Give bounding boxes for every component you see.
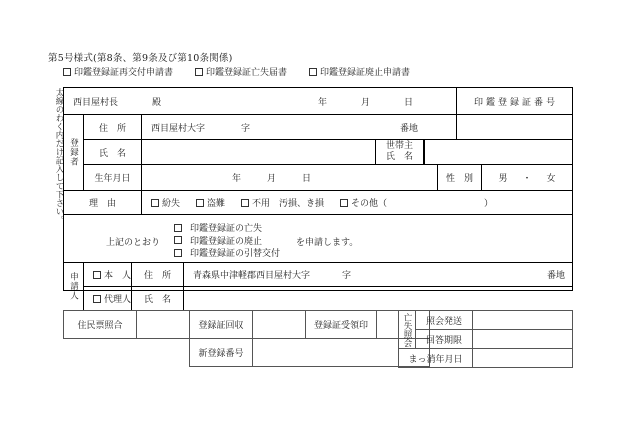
registrant-address-aza: 字	[241, 123, 251, 134]
registrant-address-prefix: 西目屋村大字	[151, 123, 206, 134]
registrant-address-input[interactable]	[142, 114, 456, 139]
checkbox-icon[interactable]	[93, 295, 101, 303]
applicant-name-label-cell	[132, 286, 184, 310]
statement-tail: を申請します。	[296, 238, 359, 249]
statement-option-label: 印鑑登録証の廃止	[190, 236, 263, 247]
applicant-role-proxy[interactable]	[84, 286, 132, 310]
reason-option-label: 盗難	[207, 199, 226, 209]
birthdate-input[interactable]	[142, 164, 438, 190]
registrant-name-label-cell	[84, 139, 142, 164]
cert-number-label: 印鑑登録証番号	[473, 97, 558, 108]
statement-options	[174, 223, 280, 261]
form-title: 第5号様式(第8条、第9条及び第10条関係)	[48, 53, 233, 64]
applicant-name-input[interactable]	[184, 286, 572, 310]
reason-option-damaged[interactable]	[241, 196, 324, 209]
form-type-option-reissue[interactable]	[63, 68, 173, 78]
birth-month-label: 月	[267, 174, 277, 184]
cert-number-label-cell	[456, 88, 572, 114]
loss-inquiry-group-label: 亡失照会	[402, 312, 412, 347]
statement-option-label: 印鑑登録証の亡失	[190, 224, 263, 234]
applicant-name-label: 氏 名	[143, 295, 171, 305]
gender-label-cell	[438, 164, 482, 190]
applicant-address-aza: 字	[342, 271, 352, 281]
checkbox-icon[interactable]	[340, 199, 348, 207]
office-juminhyo-value[interactable]	[136, 310, 190, 339]
checkbox-icon[interactable]	[174, 224, 182, 232]
reason-other-close-paren: ）	[484, 199, 494, 209]
cancel-date-label: まっ消年月日	[398, 348, 473, 368]
reason-options-cell	[142, 190, 572, 214]
gender-label: 性 別	[445, 174, 473, 184]
reason-option-lost[interactable]	[151, 196, 180, 209]
registrant-address-label: 住 所	[98, 123, 126, 134]
applicant-address-label-cell	[132, 262, 184, 286]
applicant-section-label-cell	[64, 262, 84, 310]
checkbox-icon[interactable]	[63, 68, 71, 76]
birthdate-label-cell	[84, 164, 142, 190]
householder-name-input[interactable]	[424, 139, 572, 164]
form-type-options	[63, 65, 432, 78]
date-day-label: 日	[404, 97, 414, 108]
office-use-left-table	[63, 310, 383, 368]
applicant-section-label: 申請人	[68, 272, 79, 301]
registrant-address-banchi: 番地	[400, 123, 419, 134]
margin-instruction-note: 太線のわく内だけ記入して下さい。	[54, 88, 64, 224]
reason-label: 理 由	[88, 199, 116, 209]
inquiry-sent-value[interactable]	[472, 310, 573, 330]
checkbox-icon[interactable]	[174, 249, 182, 257]
gender-separator: ・	[522, 174, 532, 184]
reply-deadline-label: 回答期限	[415, 329, 473, 349]
applicant-address-label: 住 所	[143, 271, 171, 281]
office-cert-receipt-label: 登録証受領印	[305, 310, 377, 339]
gender-option-male[interactable]: 男	[498, 174, 508, 184]
office-cert-collect-value[interactable]	[252, 310, 306, 339]
registrant-section-label-cell	[64, 114, 84, 190]
main-form-table	[63, 87, 573, 305]
checkbox-icon[interactable]	[241, 199, 249, 207]
statement-lead: 上記のとおり	[106, 238, 161, 249]
householder-name-label-cell	[376, 139, 424, 164]
birth-day-label: 日	[302, 174, 312, 184]
birth-year-label: 年	[232, 174, 242, 184]
date-month-label: 月	[361, 97, 371, 108]
statement-option-loss[interactable]	[174, 223, 280, 236]
registrant-name-label: 氏 名	[98, 148, 126, 159]
date-field[interactable]	[304, 88, 456, 114]
checkbox-icon[interactable]	[93, 271, 101, 279]
office-juminhyo-label: 住民票照合	[63, 310, 137, 339]
reason-label-cell	[64, 190, 142, 214]
applicant-role-proxy-label: 代理人	[104, 295, 132, 305]
reason-option-label: その他（	[351, 199, 388, 209]
registrant-address-label-cell	[84, 114, 142, 139]
registrant-name-input[interactable]	[142, 139, 376, 164]
form-type-label: 印鑑登録証廃止申請書	[320, 68, 411, 78]
applicant-role-self-label: 本 人	[104, 271, 132, 281]
householder-label-line2: 氏 名	[385, 152, 413, 162]
addressee-name: 西目屋村長	[73, 97, 119, 108]
checkbox-icon[interactable]	[151, 199, 159, 207]
cancel-date-value[interactable]	[472, 348, 573, 368]
applicant-address-prefix: 青森県中津軽郡西目屋村大字	[193, 271, 311, 281]
form-type-option-loss[interactable]	[195, 68, 287, 78]
checkbox-icon[interactable]	[174, 236, 182, 244]
reason-option-theft[interactable]	[196, 196, 225, 209]
date-year-label: 年	[318, 97, 328, 108]
inquiry-sent-label: 照会発送	[415, 310, 473, 330]
gender-option-female[interactable]: 女	[546, 174, 556, 184]
office-cert-collect-label: 登録証回収	[189, 310, 253, 339]
reason-option-label: 紛失	[162, 199, 181, 209]
statement-option-replace[interactable]	[174, 248, 280, 261]
reason-option-label: 不用 汚損、き損	[252, 199, 325, 209]
statement-option-label: 印鑑登録証の引替交付	[190, 249, 281, 259]
reply-deadline-value[interactable]	[472, 329, 573, 349]
form-type-label: 印鑑登録証亡失届書	[206, 68, 288, 78]
checkbox-icon[interactable]	[195, 68, 203, 76]
registrant-section-label: 登録者	[68, 138, 79, 167]
addressee-honorific: 殿	[152, 97, 162, 108]
form-type-label: 印鑑登録証再交付申請書	[74, 68, 174, 78]
birthdate-label: 生年月日	[94, 174, 131, 184]
applicant-role-self[interactable]	[84, 262, 132, 286]
office-use-right-table	[398, 310, 573, 368]
office-new-number-label: 新登録番号	[189, 338, 253, 367]
form-type-option-abolish[interactable]	[309, 68, 410, 78]
cert-number-value-cell[interactable]	[456, 114, 572, 139]
applicant-address-banchi: 番地	[547, 271, 566, 281]
applicant-address-input[interactable]	[184, 262, 572, 286]
statement-block	[64, 214, 572, 262]
reason-option-other[interactable]	[340, 196, 387, 209]
gender-选择-cell[interactable]	[482, 164, 572, 190]
checkbox-icon[interactable]	[309, 68, 317, 76]
checkbox-icon[interactable]	[196, 199, 204, 207]
loss-inquiry-group-label-cell	[398, 310, 416, 349]
householder-label-line1: 世帯主	[385, 141, 413, 151]
statement-option-abolish[interactable]	[174, 236, 280, 249]
